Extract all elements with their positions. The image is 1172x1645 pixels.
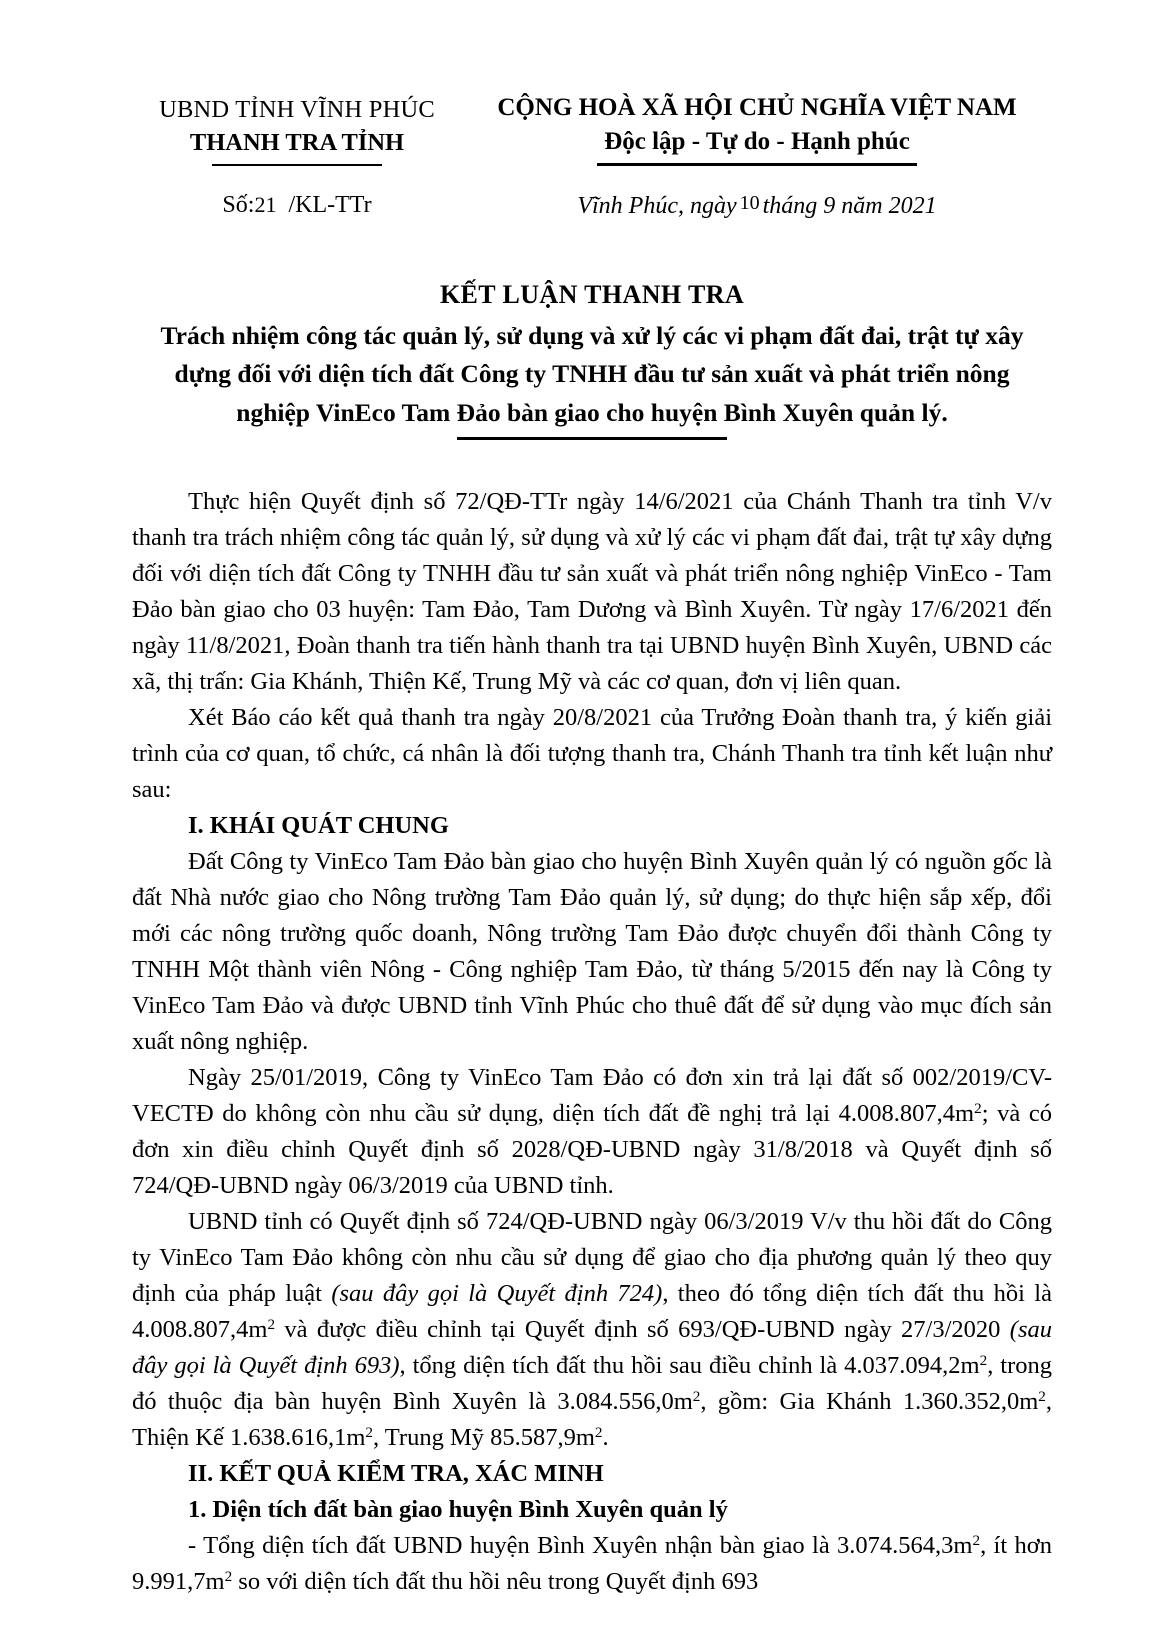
document-content (132, 92, 1052, 1600)
paragraph-decision-basis: Thực hiện Quyết định số 72/QĐ-TTr ngày 14/6/2021 của Chánh Thanh tra tỉnh V/v thanh tra trách nhiệm công tác quản lý, sử dụng và xử lý các vi phạm đất đai, trật tự xây dựng đối với diện tích đất Công ty TNHH đầu tư sản xuất và phát triển nông nghiệp VinEco - Tam Đảo bàn giao cho 03 huyện: Tam Đảo, Tam Dương và Bình Xuyên. Từ ngày 17/6/2021 đến ngày 11/8/2021, Đoàn thanh tra tiến hành thanh tra tại UBND huyện Bình Xuyên, UBND các xã, thị trấn: Gia Khánh, Thiện Kế, Trung Mỹ và các cơ quan, đơn vị liên quan. (132, 487, 1052, 695)
subtitle-line-3: nghiệp VinEco Tam Đảo bàn giao cho huyện Bình Xuyên quản lý. (236, 398, 948, 428)
superscript-square-2: 2 (267, 1315, 276, 1333)
title-underline-rule (457, 437, 727, 440)
document-number-suffix: /KL-TTr (288, 192, 372, 219)
document-title: KẾT LUẬN THANH TRA (439, 279, 745, 309)
national-heading-block (462, 92, 1052, 220)
paragraph-report-review: Xét Báo cáo kết quả thanh tra ngày 20/8/2021 của Trưởng Đoàn thanh tra, ý kiến giải trình của cơ quan, tổ chức, cá nhân là đối tượng thanh tra, Chánh Thanh tra tỉnh kết luận như sau: (132, 703, 1052, 803)
return-application-text-b: ; và có đơn xin điều chỉnh Quyết định số 2028/QĐ-UBND ngày 31/8/2018 và Quyết định số 724/QĐ-UBND ngày 06/3/2019 của UBND tỉnh. (132, 1099, 1053, 1199)
decision-724-alias: (sau đây gọi là Quyết định 724) (331, 1279, 663, 1307)
subtitle-line-2: dựng đối với diện tích đất Công ty TNHH đầu tư sản xuất và phát triển nông (174, 359, 1010, 389)
section-heading-ii: II. KẾT QUẢ KIỂM TRA, XÁC MINH (188, 1459, 604, 1487)
superscript-square-1: 2 (974, 1099, 982, 1117)
recovery-text-b: , theo đó tổng diện tích đất thu hồi là 4.008.807,4m (132, 1279, 1052, 1343)
subtitle-line-1: Trách nhiệm công tác quản lý, sử dụng và xử lý các vi phạm đất đai, trật tự xây (160, 320, 1024, 350)
paragraph-recovery-decision (132, 1204, 1052, 1456)
national-motto: Độc lập - Tự do - Hạnh phúc (604, 127, 910, 155)
issuing-authority-block (132, 92, 462, 219)
subsection-heading-ii-1: 1. Diện tích đất bàn giao huyện Bình Xuyên quản lý (188, 1495, 728, 1523)
country-name: CỘNG HOÀ XÃ HỘI CHỦ NGHĨA VIỆT NAM (497, 94, 1017, 121)
document-number (132, 192, 462, 219)
department-underline-rule (212, 164, 382, 167)
recovery-text-i: . (602, 1423, 609, 1451)
decision-693-alias: (sau đây gọi là Quyết định 693) (132, 1315, 1052, 1379)
province-authority-name: UBND TỈNH VĨNH PHÚC (159, 96, 435, 123)
superscript-square-5: 2 (1038, 1387, 1046, 1405)
recovery-text-e: , trong đó thuộc địa bàn huyện Bình Xuyên là 3.084.556,0m (132, 1351, 1053, 1415)
superscript-square-3: 2 (979, 1351, 988, 1369)
recovery-text-f: , gồm: Gia Khánh 1.360.352,0m (700, 1387, 1039, 1415)
document-number-prefix: Số: (222, 192, 255, 219)
document-body (132, 484, 1052, 1600)
handover-text-c: so với diện tích đất thu hồi nêu trong Quyết định 693 (232, 1567, 759, 1595)
handover-text-a: - Tổng diện tích đất UBND huyện Bình Xuyên nhận bàn giao là 3.074.564,3m (188, 1531, 973, 1559)
place-date-prefix: Vĩnh Phúc, ngày (577, 192, 737, 219)
department-name: THANH TRA TỈNH (189, 128, 405, 156)
document-number-value: 21 (254, 192, 277, 218)
recovery-text-c: và được điều chỉnh tại Quyết định số 693/QĐ-UBND ngày 27/3/2020 (275, 1315, 1010, 1343)
return-application-text-a: Ngày 25/01/2019, Công ty VinEco Tam Đảo có đơn xin trả lại đất số 002/2019/CV-VECTĐ do không còn nhu cầu sử dụng, diện tích đất đề nghị trả lại 4.008.807,4m (132, 1063, 1052, 1127)
handover-text-b: , ít hơn 9.991,7m (132, 1531, 1052, 1595)
superscript-square-9: 2 (224, 1567, 233, 1585)
title-block (132, 278, 1052, 440)
recovery-text-h: , Trung Mỹ 85.587,9m (373, 1423, 595, 1451)
paragraph-handover-area (132, 1528, 1052, 1600)
document-subtitle (132, 317, 1052, 433)
place-and-date (462, 192, 1052, 220)
section-heading-i: I. KHÁI QUÁT CHUNG (188, 811, 449, 839)
letterhead (132, 92, 1052, 220)
superscript-square-8: 2 (972, 1531, 981, 1549)
paragraph-land-origin: Đất Công ty VinEco Tam Đảo bàn giao cho huyện Bình Xuyên quản lý có nguồn gốc là đất Nhà nước giao cho Nông trường Tam Đảo quản lý, sử dụng; do thực hiện sắp xếp, đổi mới các nông trường quốc doanh, Nông trường Tam Đảo được chuyển đổi thành Công ty TNHH Một thành viên Nông - Công nghiệp Tam Đảo, từ tháng 5/2015 đến nay là Công ty VinEco Tam Đảo và được UBND tỉnh Vĩnh Phúc cho thuê đất để sử dụng vào mục đích sản xuất nông nghiệp. (132, 847, 1052, 1055)
recovery-text-d: , tổng diện tích đất thu hồi sau điều chỉnh là 4.037.094,2m (399, 1351, 980, 1379)
superscript-square-4: 2 (692, 1387, 701, 1405)
issue-day: 10 (739, 191, 760, 214)
paragraph-return-application (132, 1060, 1052, 1204)
recovery-text-a: UBND tỉnh có Quyết định số 724/QĐ-UBND ngày 06/3/2019 V/v thu hồi đất do Công ty VinEco Tam Đảo không còn nhu cầu sử dụng để giao cho địa phương quản lý theo quy định của pháp luật (132, 1207, 1052, 1307)
recovery-text-g: , Thiện Kế 1.638.616,1m (132, 1387, 1052, 1451)
superscript-square-6: 2 (365, 1423, 373, 1441)
superscript-square-7: 2 (594, 1423, 603, 1441)
place-date-suffix: tháng 9 năm 2021 (762, 192, 937, 219)
motto-underline-rule (597, 163, 917, 166)
